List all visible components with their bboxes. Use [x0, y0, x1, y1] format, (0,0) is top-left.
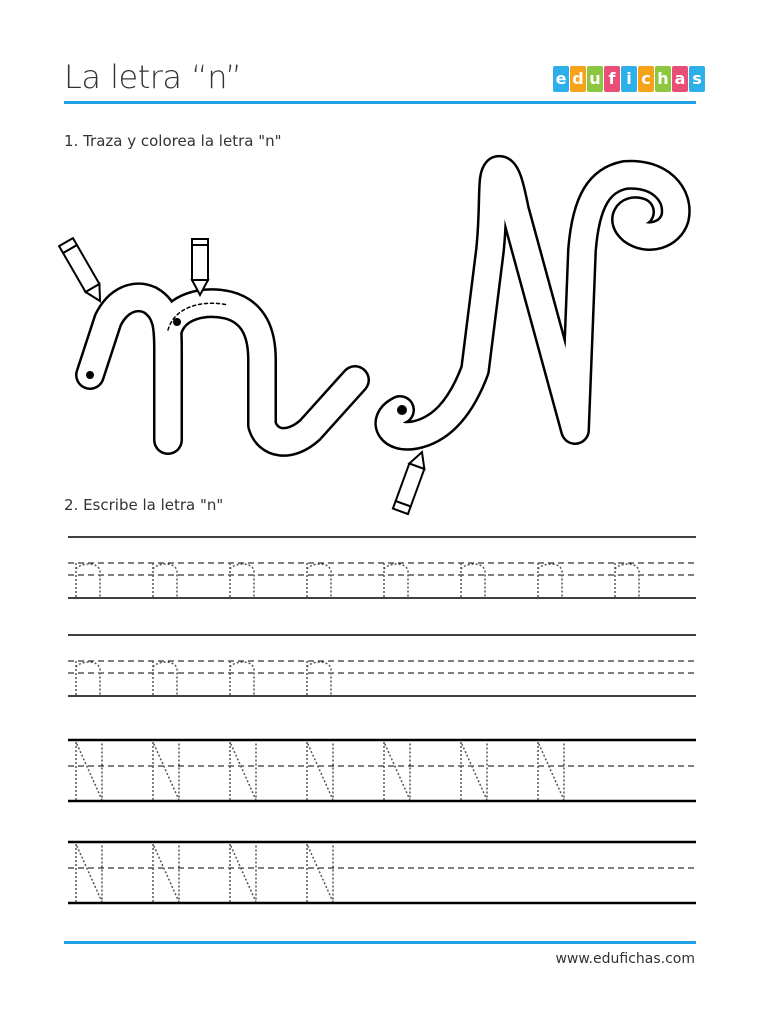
traceable-letter: [307, 661, 331, 695]
page-title: La letra “n”: [64, 58, 242, 96]
instruction-trace: 1. Traza y colorea la letra "n": [64, 132, 282, 150]
traceable-letter: [461, 563, 485, 597]
traceable-letter: [76, 563, 100, 597]
footer-url: www.edufichas.com: [555, 951, 695, 967]
traceable-letter: [615, 563, 639, 597]
traceable-letter: [307, 844, 333, 902]
logo-letter: s: [689, 66, 705, 92]
traceable-letter: [230, 661, 254, 695]
traceable-letter: [76, 661, 100, 695]
logo-letter: a: [672, 66, 688, 92]
logo-letter: h: [655, 66, 671, 92]
traceable-letter: [153, 563, 177, 597]
traceable-letter: [230, 844, 256, 902]
logo-letter: d: [570, 66, 586, 92]
traceable-letter: [153, 844, 179, 902]
logo-letter: u: [587, 66, 603, 92]
logo-letter: f: [604, 66, 620, 92]
footer-divider: [64, 941, 696, 944]
traceable-letter: [461, 742, 487, 800]
logo-letter: e: [553, 66, 569, 92]
traceable-letter: [230, 742, 256, 800]
instruction-write: 2. Escribe la letra "n": [64, 496, 224, 514]
traceable-letter: [230, 563, 254, 597]
traceable-letter: [384, 742, 410, 800]
traceable-letter: [538, 742, 564, 800]
traceable-letter: [307, 563, 331, 597]
logo-letter: c: [638, 66, 654, 92]
traceable-letter: [76, 844, 102, 902]
traceable-letter: [384, 563, 408, 597]
logo-letter: i: [621, 66, 637, 92]
traceable-letter: [76, 742, 102, 800]
traceable-letter: [538, 563, 562, 597]
traceable-letter: [153, 661, 177, 695]
traceable-letter: [307, 742, 333, 800]
traceable-letter: [153, 742, 179, 800]
